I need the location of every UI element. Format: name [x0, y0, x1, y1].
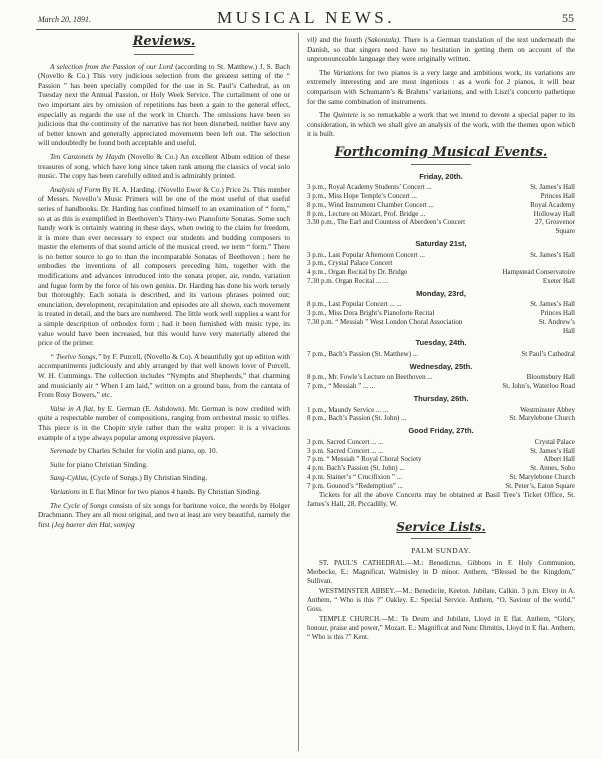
- event-description: 4 p.m. Bach’s Passion (St. John) ...: [307, 464, 405, 473]
- event-venue: St Paul’s Cathedral: [521, 350, 575, 359]
- event-venue: St. James’s Hall: [530, 250, 575, 259]
- review-text: (according to St. Matthew.) J. S. Bach (Novello & Co.) This very judicious selection from the greatest setting of the “ Passion ” has been specially compiled for the use in St. Paul’s Cathedral, as on Tuesday next the Annual Passion, or Holy Week Service. The curtailment of one or two important airs by omission of repetitions has been a gain to the general effect, especially as regards the use of the work in Church. The omissions have been so judicious that the continuity of the narrative has not been disturbed, neither have any of better known and generally appreciated movements been left out. The selection will undoubtedly be found both acceptable and useful.: [38, 61, 290, 148]
- event-row: [307, 251, 575, 260]
- event-venue: St. Andrew’s: [538, 317, 575, 326]
- review-title: Quintete: [332, 110, 359, 120]
- event-day-heading: Tuesday, 24th.: [415, 338, 467, 348]
- event-description: 3 p.m. Sacred Concert ... ...: [307, 437, 384, 446]
- review-text: by F. Purcell, (Novello & Co). A beautifully got up edition with accompaniments judiciously and ably arranged by that well known lover of Purcell, W. H. Cummings. The collection includes “Nymphs and Shepherds,” that charming and musicianly air “ When I am laid,” written on a ground bass, from the cantata of From Rosy Bowers,” etc.: [38, 351, 290, 400]
- event-row: [307, 277, 575, 286]
- event-description: 7 p.m. “ Messiah ” Royal Choral Society: [307, 455, 422, 464]
- event-description: 3 p.m., Miss Hope Temple’s Concert ...: [307, 191, 417, 200]
- event-venue: St. James’s Hall: [530, 446, 575, 455]
- review-paragraph: [38, 352, 290, 400]
- event-description: 8 p.m., Wind Instrument Chamber Concert ...: [307, 200, 434, 209]
- review-title: Valse in A flat,: [50, 403, 95, 413]
- service-lists-heading: Service Lists.: [396, 520, 486, 535]
- event-description: 7 p.m., “ Messiah ” ... ...: [307, 382, 376, 391]
- review-title: “ Twelve Songs,”: [50, 351, 102, 361]
- review-paragraph: The Variations for two pianos is a very large and ambitious work, its variations are extremely interesting and are most ingenious : as a work for 2 pianos, it will bear comparison with Schumann’s & Brahms’ variations, and with Liszt’s concerto pathetique for the same combination of instruments.: [307, 67, 575, 106]
- review-paragraph: [38, 446, 290, 456]
- event-row: [307, 455, 575, 464]
- review-text: for piano Christian Sinding.: [64, 459, 148, 469]
- event-row: [307, 464, 575, 473]
- review-text: and the fourth: [316, 35, 366, 44]
- event-venue-continuation: Square: [555, 227, 575, 236]
- review-text: for two pianos is a very large and ambitious work, its variations are extremely interesting and are most ingenious : as a work for 2 pianos, it will bear comparison with Schumann’s & Brahms’ variations, and with Liszt’s concerto pathetique for the same combination of instruments.: [307, 67, 575, 106]
- review-italic: vil): [307, 35, 317, 44]
- event-day-heading: Monday, 23rd,: [416, 288, 466, 298]
- event-description: 7.30 p.m. “ Messiah ” West London Choral Association: [307, 317, 463, 326]
- reviews-heading: Reviews.: [132, 34, 196, 49]
- event-day-heading: Thursday, 26th.: [413, 394, 469, 404]
- review-paragraph: The Quintete is so remarkable a work that we intend to devote a special paper to its consideration, in which we shall give an analysis of the work, with the themes upon which it is built.: [307, 110, 576, 139]
- review-italic: (Jeg baerer den Hat, somjeg: [51, 519, 135, 529]
- event-description: 8 p.m., Bach’s Passion (St. John) ...: [307, 414, 407, 423]
- events-rule: [411, 164, 471, 165]
- event-description: 7.30 p.m. Organ Recital ... ...: [307, 276, 389, 285]
- event-venue: Princes Hall: [540, 309, 575, 318]
- events-heading: Forthcoming Musical Events.: [334, 144, 548, 160]
- page-number: 55: [562, 11, 574, 25]
- event-venue: St. John’s, Waterloo Road: [502, 382, 575, 391]
- review-paragraph: [38, 185, 290, 348]
- event-venue: Royal Academy: [530, 200, 575, 209]
- tickets-note: Tickets for all the above Concerts may be obtained at Basil Tree’s Ticket Office, St. James’s Hall, 28, Piccadilly, W.: [307, 490, 575, 509]
- review-title: Serenade: [50, 446, 77, 456]
- events-list: [307, 172, 575, 491]
- event-row: [307, 318, 575, 327]
- event-description: 8 p.m., Mr. Fowle’s Lecture on Beethoven ...: [307, 373, 433, 382]
- event-venue: St. James’s Hall: [530, 300, 575, 309]
- event-description: 3 p.m. Sacred Concert ... ...: [307, 446, 384, 455]
- event-venue: St. Annes, Soho: [530, 464, 575, 473]
- review-paragraph: [38, 501, 290, 530]
- review-text: by Charles Schuler for violin and piano, op. 10.: [76, 446, 218, 456]
- event-row: [307, 447, 575, 456]
- issue-date: March 20, 1891.: [38, 15, 92, 24]
- event-row: [307, 382, 575, 391]
- event-description: 8 p.m., Last Popular Concert ... ...: [307, 300, 402, 309]
- review-text: consists of six songs for baritone voice, the words by Holger Drachmann. They are all most original, and two at least are very beautiful, namely the first: [38, 500, 290, 529]
- event-row: [307, 473, 575, 482]
- event-venue-continuation: Hall: [562, 326, 575, 335]
- event-day-heading: Friday, 20th.: [419, 171, 463, 181]
- review-title: Sang-Cyklus,: [50, 473, 89, 483]
- review-paragraph: [38, 473, 290, 483]
- event-description: 3 p.m., Royal Academy Students’ Concert ...: [307, 183, 432, 192]
- review-text: is so remarkable a work that we intend to devote a special paper to its consideration, in which we shall give an analysis of the work, with the themes upon which it is built.: [307, 110, 576, 139]
- event-row: [307, 218, 575, 227]
- review-paragraph: [38, 62, 290, 148]
- event-venue: St. Peter’s, Eaton Square: [505, 481, 575, 490]
- column-divider: [298, 33, 299, 751]
- event-row: [307, 183, 575, 192]
- event-venue: 27, Grosvenor: [534, 218, 575, 227]
- review-title: Variations: [50, 486, 81, 496]
- event-venue: St. James’s Hall: [530, 183, 575, 192]
- event-venue: St. Marylebone Church: [509, 414, 575, 423]
- event-venue: Princes Hall: [540, 191, 575, 200]
- event-row: [307, 482, 575, 491]
- event-description: 4 p.m. Stainer’s “ Crucifixion ” ...: [307, 473, 402, 482]
- review-text: (Novello & Co.) An excellent Album edition of these treasures of song, which have long since taken rank among the classics of vocal solo music. The copy has been carefully edited and is admirably printed.: [38, 151, 290, 181]
- review-text: By H. A. Harding. (Novello Ewer & Co.) Price 2s. This number of Messrs. Novello’s Music Primers will be one of the most useful of that useful series of handbooks. Dr. Harding has confined himself to an examination of “ form,” so at as this is exemplified in Beethoven’s Thirty-two Pianoforte Sonatas. Some such handy work is certainly wanting in these days, when owing to the claim for freedom, it is more than ever necessary to expect our students and budding composers to master the elements of that sound article of the musical creed, we term “ form.” There is no better source to go to than the incomparable Sonatas of Beethoven ; here he embodies the inventions of all composers preceding him, together with the modifications and advances introduced into the sonata proper, air, rondo, variation and fugue form by the force of his own genius. Dr. Harding has done his work tersely but thoroughly. Each sonata is described, and its various phrases pointed out; enunciation, development, recapitulation and episodes are all shown, each movement is treated in detail, and the bars are numbered. The little work well supplies a want for a simple description of orthodox form ; had it been furnished with music type, its value would have been increased, but this would have very materially altered the price of the primer.: [38, 184, 290, 348]
- event-venue: Westminster Abbey: [520, 405, 575, 414]
- event-description: 8 p.m., Lecture on Mozart, Prof. Bridge ...: [307, 209, 426, 218]
- event-description: 4 p.m., Organ Recital by Dr. Bridge: [307, 268, 408, 277]
- event-description: 3 p.m., Crystal Palace Concert: [307, 259, 393, 268]
- event-description: 3.30 p.m., The Earl and Countess of Aberdeen’s Concert: [307, 218, 466, 227]
- review-paragraph: [38, 152, 290, 181]
- review-text: in E flat Minor for two pianos 4 hands. By Christian Sinding.: [80, 486, 261, 496]
- event-day-heading: Saturday 21st,: [415, 238, 467, 248]
- event-description: 1 p.m., Maundy Service ... ...: [307, 405, 389, 414]
- event-row: [307, 192, 575, 201]
- review-continuation: [307, 35, 575, 64]
- event-row: [307, 210, 575, 219]
- review-paragraph: [38, 460, 290, 470]
- header-rule: [36, 29, 576, 30]
- review-text: by E. German (E. Ashdown). Mr. German is now credited with quite a respectable number of compositions, ranging from orchestral music to trifles. This piece is in the Chopin style rather than the waltz proper: it is a vivacious example of a type always popular among expressive players.: [38, 403, 290, 442]
- event-row: [307, 259, 575, 268]
- review-title: Ten Canzonets by Haydn: [50, 151, 126, 161]
- event-day-heading: Good Friday, 27th.: [408, 426, 474, 436]
- event-venue: Holloway Hall: [533, 209, 575, 218]
- event-row: [307, 350, 575, 359]
- service-entry: TEMPLE CHURCH.—M.: Te Deum and Jubilate, Lloyd in E flat. Anthem, “Glory, honour, praise and power,” Mozart. E.: Magnificat and Nunc Dimittis, Lloyd in E flat. Anthem, “ Who is this ?” Kent.: [307, 614, 575, 641]
- event-description: 3 p.m., Last Popular Afternoon Concert ...: [307, 250, 425, 259]
- event-venue: Exeter Hall: [542, 276, 575, 285]
- review-text: (Cycle of Songs.) By Christian Sinding.: [88, 473, 208, 483]
- event-venue: Hampstead Conservatoire: [502, 268, 575, 277]
- event-row: [307, 268, 575, 277]
- right-column: [307, 35, 575, 643]
- event-row: [307, 414, 575, 423]
- review-paragraph: [38, 404, 290, 442]
- event-description: 7 p.m. Gounod’s “Redemption” ...: [307, 481, 403, 490]
- review-title: A selection from the Passion of our Lord: [50, 61, 173, 71]
- reviews-rule: [134, 54, 194, 55]
- event-day-heading: Wednesday, 25th.: [409, 361, 473, 371]
- event-venue: Bloomsbury Hall: [526, 373, 575, 382]
- left-column: [38, 35, 290, 533]
- review-text: There is a German translation of the text underneath the Danish, so that singers need have no hesitation in getting them on account of the unpronounceable language they were originally written.: [307, 35, 575, 64]
- event-venue: Crystal Palace: [534, 437, 575, 446]
- event-description: 3 p.m., Miss Dora Bright’s Pianoforte Recital: [307, 309, 435, 318]
- event-row: [307, 300, 575, 309]
- masthead-title: MUSICAL NEWS.: [216, 8, 396, 27]
- review-title: Suite: [50, 459, 65, 469]
- review-title: The Cycle of Songs: [50, 500, 108, 510]
- event-venue: St. Marylebone Church: [509, 473, 575, 482]
- service-entry: ST. PAUL’S CATHEDRAL.—M.: Benedictus, Gibbons in F. Holy Communion, Merbecke, E.: Magnificat, Walmisley in D minor. Anthem, “Blessed be the Kingdom,” Sullivan.: [307, 558, 575, 585]
- review-title: Analysis of Form: [50, 184, 101, 194]
- palm-sunday-heading: PALM SUNDAY.: [411, 546, 471, 556]
- service-entry: WESTMINSTER ABBEY.—M.: Benedicite, Keeton. Jubilate, Calkin. 3 p.m. Elvey in A. Anthem, “ Who is this ?” Oakley. E.: Special Service. Anthem, “O, Saviour of the world,” Goss.: [307, 586, 575, 613]
- event-venue: Albert Hall: [543, 455, 575, 464]
- review-italic: (Sakontala).: [365, 35, 401, 44]
- page-header: [38, 8, 574, 30]
- event-row: [307, 406, 575, 415]
- event-row: [307, 309, 575, 318]
- event-description: 7 p.m., Bach’s Passion (St. Matthew) ...: [307, 350, 419, 359]
- review-title: Variations: [333, 67, 364, 77]
- event-row: [307, 373, 575, 382]
- event-row: [307, 438, 575, 447]
- review-paragraph: [38, 487, 290, 497]
- event-row: [307, 201, 575, 210]
- service-list: [307, 559, 575, 642]
- service-rule: [411, 538, 471, 539]
